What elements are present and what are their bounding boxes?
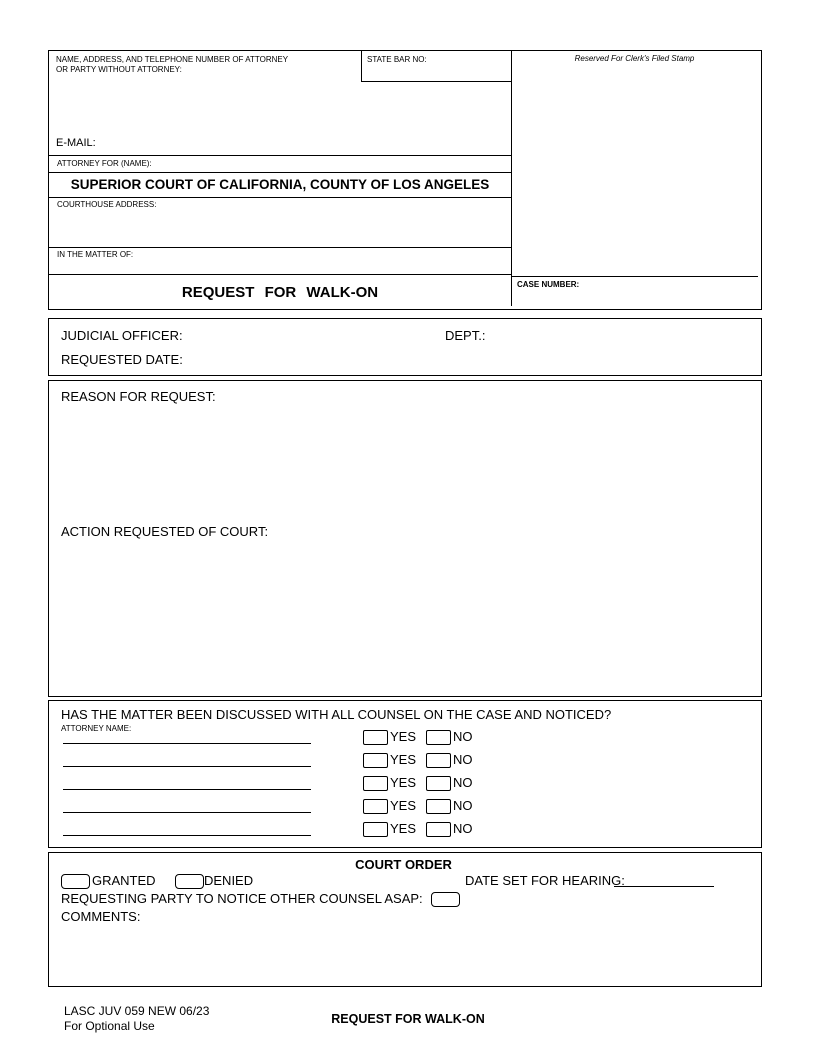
hearing-date-line[interactable] (614, 873, 714, 887)
notice-label: REQUESTING PARTY TO NOTICE OTHER COUNSEL ASAP: (61, 891, 423, 906)
divider-line (49, 247, 511, 248)
yes-checkbox[interactable] (363, 822, 388, 837)
state-bar-box[interactable] (361, 51, 512, 82)
divider-line (49, 172, 511, 173)
divider-line (49, 155, 511, 156)
denied-checkbox[interactable] (175, 874, 204, 889)
judicial-officer-field[interactable] (194, 328, 424, 344)
header-section (48, 50, 762, 310)
attorney-row (49, 751, 758, 773)
attorney-row (49, 820, 758, 842)
courthouse-address-label: COURTHOUSE ADDRESS: (57, 200, 157, 209)
attorney-row (49, 774, 758, 796)
attorney-name-line[interactable] (63, 729, 311, 744)
yes-checkbox[interactable] (363, 753, 388, 768)
reason-field[interactable] (61, 409, 747, 519)
judicial-officer-label: JUDICIAL OFFICER: (61, 328, 183, 343)
case-number-label: CASE NUMBER: (517, 280, 580, 289)
dept-field[interactable] (499, 328, 699, 344)
form-usage-note: For Optional Use (64, 1019, 155, 1033)
divider-line (49, 197, 511, 198)
yes-label: YES (390, 729, 417, 744)
matter-field[interactable] (57, 261, 497, 273)
divider-line (49, 274, 511, 275)
court-name: SUPERIOR COURT OF CALIFORNIA, COUNTY OF LOS ANGELES (70, 177, 490, 192)
clerk-stamp-area (512, 65, 757, 273)
yes-checkbox[interactable] (363, 799, 388, 814)
no-label: NO (453, 775, 473, 790)
no-checkbox[interactable] (426, 776, 451, 791)
requested-date-field[interactable] (184, 352, 424, 368)
attorney-for-field[interactable] (149, 157, 499, 171)
request-section (48, 380, 762, 697)
date-set-label: DATE SET FOR HEARING: (465, 873, 625, 888)
yes-label: YES (390, 752, 417, 767)
attorney-name-line[interactable] (63, 752, 311, 767)
action-field[interactable] (61, 544, 747, 689)
no-label: NO (453, 752, 473, 767)
divider-line (511, 276, 758, 277)
attorney-name-line[interactable] (63, 798, 311, 813)
counsel-section (48, 700, 762, 848)
court-order-title: COURT ORDER (355, 857, 452, 872)
no-checkbox[interactable] (426, 822, 451, 837)
email-field[interactable] (101, 137, 401, 151)
no-label: NO (453, 821, 473, 836)
courthouse-address-field[interactable] (57, 211, 497, 245)
form-number: LASC JUV 059 NEW 06/23 (64, 1004, 210, 1018)
form-title: REQUEST FOR WALK-ON (181, 284, 379, 301)
no-checkbox[interactable] (426, 799, 451, 814)
case-number-field[interactable] (517, 291, 752, 304)
action-label: ACTION REQUESTED OF COURT: (61, 524, 269, 539)
reason-label: REASON FOR REQUEST: (61, 389, 216, 404)
state-bar-label: STATE BAR NO: (367, 55, 427, 64)
footer-title: REQUEST FOR WALK-ON (331, 1012, 485, 1026)
requested-date-label: REQUESTED DATE: (61, 352, 183, 367)
comments-field[interactable] (61, 927, 747, 979)
attorney-for-label: ATTORNEY FOR (NAME): (57, 159, 152, 168)
yes-checkbox[interactable] (363, 730, 388, 745)
dept-label: DEPT.: (445, 328, 486, 343)
granted-checkbox[interactable] (61, 874, 90, 889)
attorney-name-line[interactable] (63, 775, 311, 790)
email-label: E-MAIL: (56, 137, 96, 149)
court-order-section (48, 852, 762, 987)
no-checkbox[interactable] (426, 730, 451, 745)
yes-label: YES (390, 775, 417, 790)
no-checkbox[interactable] (426, 753, 451, 768)
officer-section (48, 318, 762, 376)
attorney-row (49, 797, 758, 819)
attorney-name-line[interactable] (63, 821, 311, 836)
yes-label: YES (390, 821, 417, 836)
notice-checkbox[interactable] (431, 892, 460, 907)
matter-label: IN THE MATTER OF: (57, 250, 134, 259)
attorney-row (49, 728, 758, 750)
no-label: NO (453, 798, 473, 813)
granted-label: GRANTED (92, 873, 156, 888)
no-label: NO (453, 729, 473, 744)
attorney-box-label: NAME, ADDRESS, AND TELEPHONE NUMBER OF ATTORNEY OR PARTY WITHOUT ATTORNEY: (56, 55, 288, 74)
yes-checkbox[interactable] (363, 776, 388, 791)
clerk-stamp-label: Reserved For Clerk's Filed Stamp (574, 54, 695, 63)
counsel-question: HAS THE MATTER BEEN DISCUSSED WITH ALL COUNSEL ON THE CASE AND NOTICED? (61, 707, 612, 722)
comments-label: COMMENTS: (61, 909, 141, 924)
attorney-name-label: ATTORNEY NAME: (61, 724, 132, 733)
denied-label: DENIED (204, 873, 254, 888)
yes-label: YES (390, 798, 417, 813)
attorney-info-field[interactable] (56, 81, 356, 133)
